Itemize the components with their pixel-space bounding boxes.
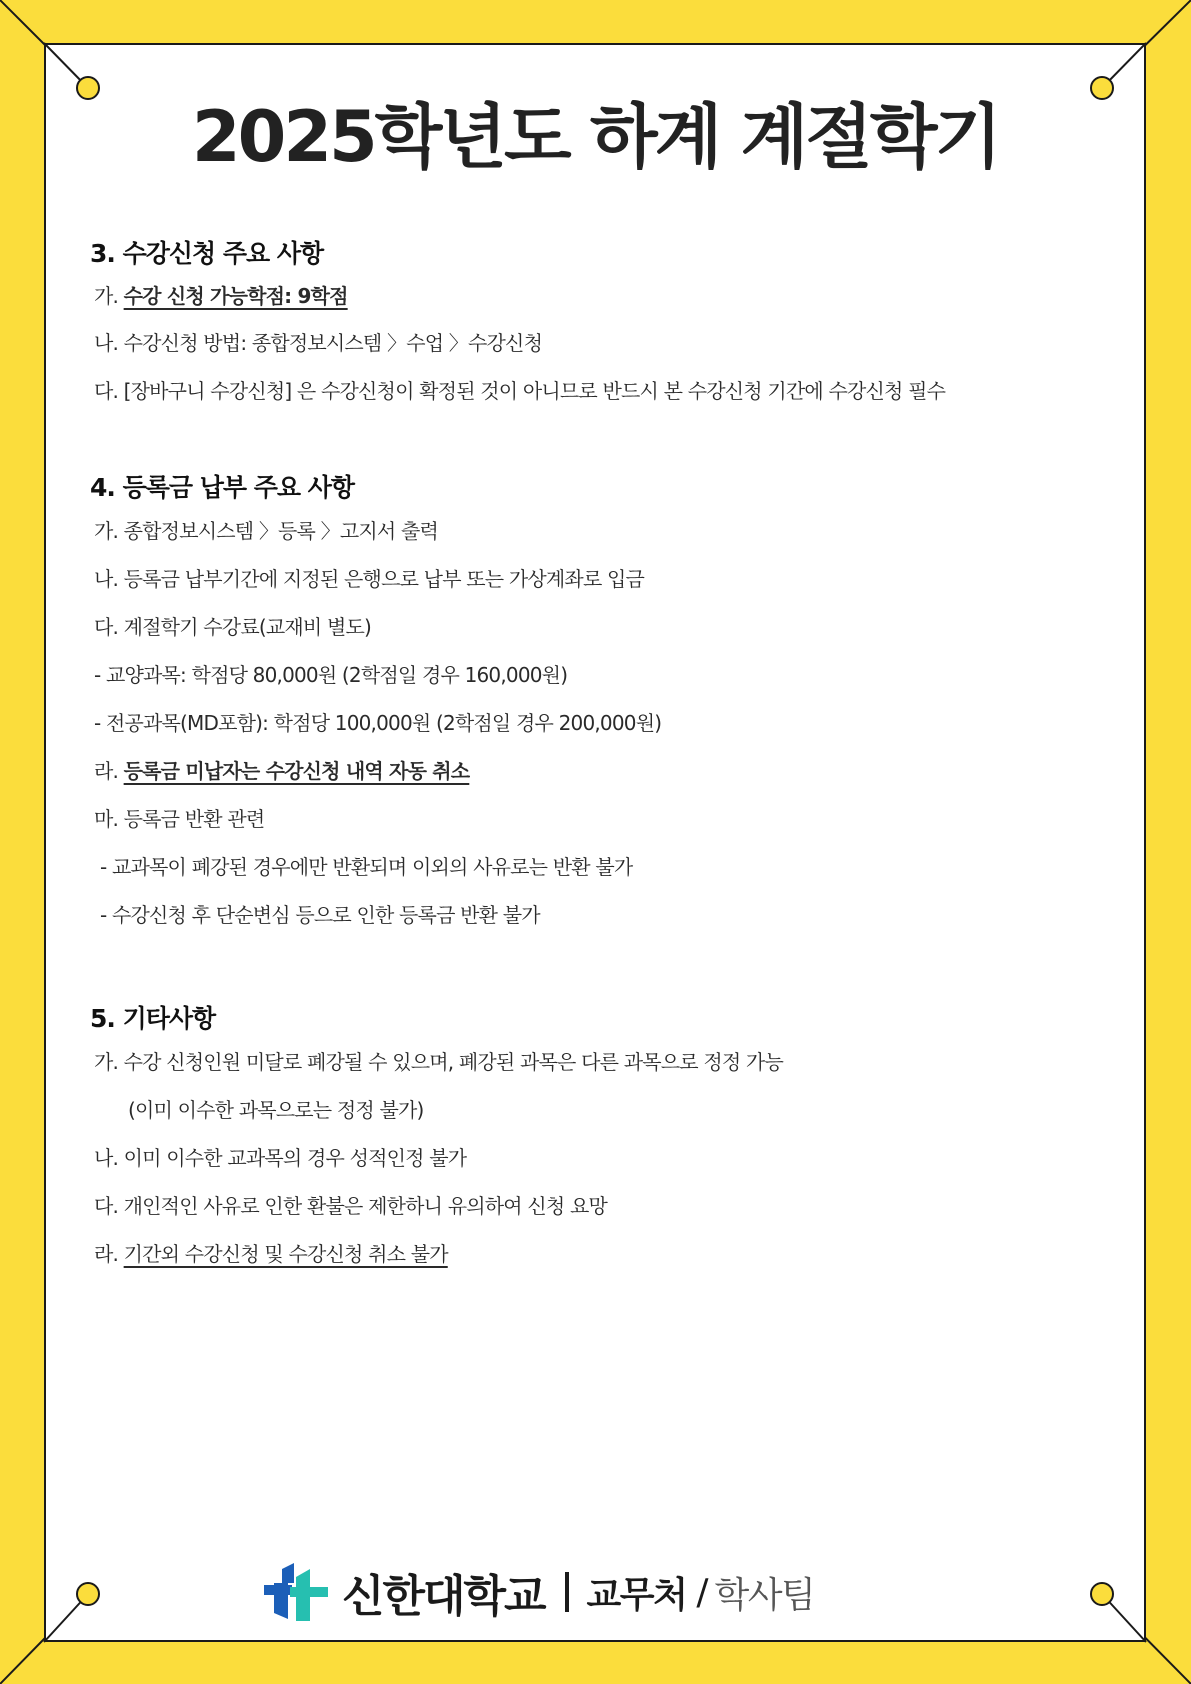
item-prefix: 다.	[94, 379, 124, 403]
list-item	[90, 843, 1110, 891]
grommet-bottom-left-icon	[44, 1583, 99, 1642]
list-item	[90, 747, 1110, 795]
item-text: 수강 신청 가능학점: 9학점	[123, 284, 348, 308]
grommet-bottom-right-icon	[1091, 1583, 1146, 1642]
list-item	[90, 507, 1110, 555]
list-item	[90, 1230, 1110, 1278]
list-item	[90, 1038, 1110, 1086]
item-prefix: 라.	[94, 1242, 124, 1266]
footer-slash: /	[696, 1571, 709, 1613]
list-item	[90, 555, 1110, 603]
item-text: 종합정보시스템 〉등록 〉고지서 출력	[123, 519, 438, 543]
item-text: 등록금 미납자는 수강신청 내역 자동 취소	[123, 759, 470, 783]
list-item	[90, 319, 1110, 367]
item-prefix: 다.	[94, 615, 124, 639]
item-prefix: 다.	[94, 1194, 124, 1218]
item-text: 등록금 반환 관련	[123, 807, 265, 831]
footer-branding	[264, 1560, 924, 1624]
list-item	[90, 891, 1110, 939]
list-item	[90, 651, 1110, 699]
item-text: - 교과목이 폐강된 경우에만 반환되며 이외의 사유로는 반환 불가	[100, 855, 633, 879]
item-text: 기간외 수강신청 및 수강신청 취소 불가	[123, 1242, 448, 1266]
page-title: 2025학년도 하계 계절학기	[191, 96, 1000, 178]
item-text: (이미 이수한 과목으로는 정정 불가)	[128, 1098, 424, 1122]
item-text: 등록금 납부기간에 지정된 은행으로 납부 또는 가상계좌로 입금	[123, 567, 645, 591]
item-prefix: 라.	[94, 759, 124, 783]
item-text: [장바구니 수강신청] 은 수강신청이 확정된 것이 아니므로 반드시 본 수강신청 기간에 수강신청 필수	[123, 379, 946, 403]
team-name: 학사팀	[714, 1574, 815, 1616]
item-text: 이미 이수한 교과목의 경우 성적인정 불가	[123, 1146, 467, 1170]
department-name: 교무처	[586, 1574, 687, 1616]
item-prefix: 나.	[94, 331, 124, 355]
list-item	[90, 367, 1110, 415]
university-name: 신한대학교	[342, 1571, 545, 1622]
section-tuition-payment	[90, 469, 1110, 939]
item-prefix: 마.	[94, 807, 124, 831]
item-prefix: 나.	[94, 567, 124, 591]
list-item	[90, 273, 1110, 319]
item-text: - 교양과목: 학점당 80,000원 (2학점일 경우 160,000원)	[94, 663, 568, 687]
shinhan-university-logo-icon	[264, 1561, 328, 1623]
item-prefix: 가.	[94, 284, 124, 308]
section-heading: 5. 기타사항	[90, 1004, 216, 1033]
grommet-top-left-icon	[44, 43, 99, 99]
section-heading: 4. 등록금 납부 주요 사항	[90, 473, 355, 502]
list-item	[90, 603, 1110, 651]
section-heading: 3. 수강신청 주요 사항	[90, 239, 324, 268]
section-other-matters	[90, 1000, 1110, 1278]
item-text: - 수강신청 후 단순변심 등으로 인한 등록금 반환 불가	[100, 903, 540, 927]
item-text: - 전공과목(MD포함): 학점당 100,000원 (2학점일 경우 200,000원)	[94, 711, 662, 735]
list-item	[90, 1086, 1110, 1134]
footer-divider	[565, 1572, 569, 1612]
item-prefix: 가.	[94, 519, 124, 543]
section-course-registration	[90, 235, 1110, 415]
item-text: 수강신청 방법: 종합정보시스템 〉수업 〉수강신청	[123, 331, 543, 355]
grommet-top-right-icon	[1091, 43, 1146, 99]
item-text: 개인적인 사유로 인한 환불은 제한하니 유의하여 신청 요망	[123, 1194, 608, 1218]
item-prefix: 가.	[94, 1050, 124, 1074]
item-prefix: 나.	[94, 1146, 124, 1170]
list-item	[90, 1182, 1110, 1230]
list-item	[90, 1134, 1110, 1182]
item-text: 계절학기 수강료(교재비 별도)	[123, 615, 372, 639]
list-item	[90, 699, 1110, 747]
item-text: 수강 신청인원 미달로 폐강될 수 있으며, 폐강된 과목은 다른 과목으로 정정 가능	[123, 1050, 783, 1074]
list-item	[90, 795, 1110, 843]
